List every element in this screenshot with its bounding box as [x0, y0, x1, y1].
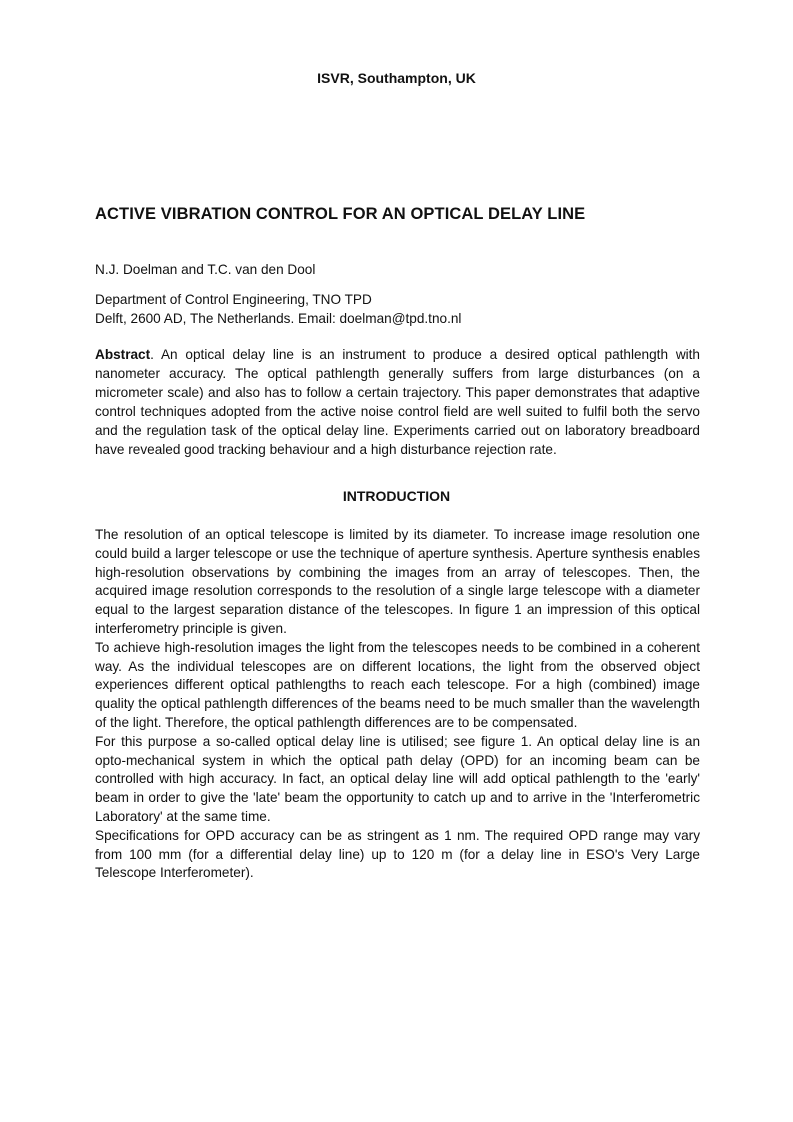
introduction-body: [95, 526, 700, 883]
author-list: N.J. Doelman and T.C. van den Dool: [95, 262, 316, 277]
abstract-text: . An optical delay line is an instrument to produce a desired optical pathlength with nanometer accuracy. The optical pathlength generally suffers from large disturbances (on a micrometer scale) and also has to follow a certain trajectory. This paper demonstrates that adaptive control techniques adopted from the active noise control field are well suited to fulfil both the servo and the regulation task of the optical delay line. Experiments carried out on laboratory breadboard have revealed good tracking behaviour and a high disturbance rejection rate.: [95, 347, 700, 457]
affiliation-department: Department of Control Engineering, TNO TPD: [95, 292, 372, 307]
intro-paragraph: For this purpose a so-called optical delay line is utilised; see figure 1. An optical delay line is an opto-mechanical system in which the optical path delay (OPD) for an incoming beam can be controlled with high accuracy. In fact, an optical delay line will add optical pathlength to the 'early' beam in order to give the 'late' beam the opportunity to catch up and to arrive in the 'Interferometric Laboratory' at the same time.: [95, 733, 700, 824]
author-affiliation: [95, 290, 461, 328]
intro-paragraph: The resolution of an optical telescope is limited by its diameter. To increase image resolution one could build a larger telescope or use the technique of aperture synthesis. Aperture synthesis enables high-resolution observations by combining the images from an array of telescopes. Then, the acquired image resolution corresponds to the resolution of a single large telescope with a diameter equal to the largest separation distance of the telescopes. In figure 1 an impression of this optical interferometry principle is given.: [95, 527, 700, 636]
conference-header: ISVR, Southampton, UK: [317, 70, 476, 86]
intro-paragraph: Specifications for OPD accuracy can be as stringent as 1 nm. The required OPD range may vary from 100 mm (for a differential delay line) up to 120 m (for a delay line in ESO's Very Large Telescope Interferometer).: [95, 827, 700, 881]
abstract-label: Abstract: [95, 347, 151, 362]
abstract: [95, 345, 700, 459]
affiliation-address: Delft, 2600 AD, The Netherlands. Email: doelman@tpd.tno.nl: [95, 311, 462, 326]
paper-title: ACTIVE VIBRATION CONTROL FOR AN OPTICAL DELAY LINE: [95, 205, 586, 223]
section-heading-introduction: INTRODUCTION: [342, 488, 451, 504]
intro-paragraph: To achieve high-resolution images the light from the telescopes needs to be combined in a coherent way. As the individual telescopes are on different locations, the light from the observed object experiences different optical pathlengths to reach each telescope. For a high (combined) image quality the optical pathlength differences of the beams need to be much smaller than the wavelength of the light. Therefore, the optical pathlength differences are to be compensated.: [95, 639, 700, 730]
